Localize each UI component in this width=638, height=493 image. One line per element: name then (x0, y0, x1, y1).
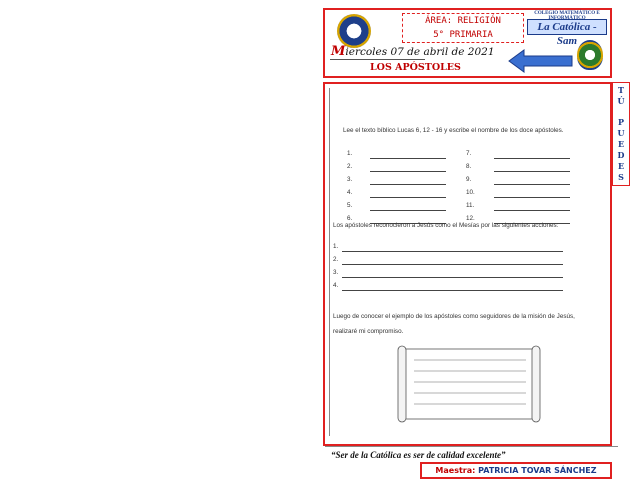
side-letter: E (617, 161, 625, 171)
side-badge (612, 82, 630, 186)
date-initial: M (331, 44, 346, 59)
school-crest-right-icon (577, 40, 603, 70)
topic-title: LOS APÓSTOLES (370, 62, 461, 73)
action-number: 4. (333, 282, 339, 289)
date-line (331, 44, 495, 59)
list-number: 1. (347, 150, 353, 157)
list-number: 3. (347, 176, 353, 183)
action-number: 2. (333, 256, 339, 263)
answer-line[interactable] (494, 171, 570, 172)
side-letter: T (618, 85, 624, 95)
date-underline (330, 59, 425, 60)
side-letter: Ú (617, 96, 625, 106)
area-box (402, 13, 524, 43)
teacher-box (420, 462, 612, 479)
answer-line[interactable] (370, 210, 446, 211)
list-number: 5. (347, 202, 353, 209)
list-number: 6. (347, 215, 353, 222)
action-number: 1. (333, 243, 339, 250)
school-name-logo: La Católica -Sam (527, 19, 607, 35)
date-text: iercoles 07 de abril de 2021 (345, 46, 495, 58)
side-letter: P (617, 117, 624, 127)
list-number: 12. (466, 215, 475, 222)
school-crest-left-icon (337, 14, 371, 48)
school-slogan: “Ser de la Católica es ser de calidad excelente” (331, 450, 506, 460)
commitment-scroll-icon[interactable] (396, 344, 542, 424)
action-answer-line[interactable] (342, 290, 563, 291)
school-label: COLEGIO MATEMÁTICO E (534, 11, 600, 16)
footer-rule (325, 446, 618, 447)
side-letter: D (617, 150, 625, 160)
action-answer-line[interactable] (342, 277, 563, 278)
answer-line[interactable] (370, 197, 446, 198)
answer-line[interactable] (370, 171, 446, 172)
instruction-apostles: Lee el texto bíblico Lucas 6, 12 - 16 y escribe el nombre de los doce apóstoles. (343, 127, 564, 134)
teacher-name: PATRICIA TOVAR SÁNCHEZ (478, 466, 597, 475)
list-number: 7. (466, 150, 472, 157)
answer-line[interactable] (370, 158, 446, 159)
answer-line[interactable] (494, 184, 570, 185)
side-letter: S (618, 172, 624, 182)
action-answer-line[interactable] (342, 251, 563, 252)
list-number: 10. (466, 189, 475, 196)
list-number: 2. (347, 163, 353, 170)
side-letter: U (617, 128, 625, 138)
action-number: 3. (333, 269, 339, 276)
answer-line[interactable] (370, 184, 446, 185)
answer-line[interactable] (494, 197, 570, 198)
answer-line[interactable] (494, 158, 570, 159)
list-number: 4. (347, 189, 353, 196)
answer-line[interactable] (494, 210, 570, 211)
margin-line (329, 88, 330, 436)
area-grade: 5° PRIMARIA (433, 30, 493, 40)
action-answer-line[interactable] (342, 264, 563, 265)
list-number: 8. (466, 163, 472, 170)
instruction-actions-text: Los apóstoles reconocieron a Jesús como el Mesías por las siguientes acciones: (333, 222, 559, 229)
list-number: 9. (466, 176, 472, 183)
back-arrow-icon (508, 49, 574, 73)
commitment-text-line2: realizaré mi compromiso. (333, 328, 404, 335)
list-number: 11. (466, 202, 475, 209)
teacher-label: Maestra: (435, 466, 476, 475)
side-letter: E (617, 139, 625, 149)
commitment-text-line1: Luego de conocer el ejemplo de los apóstoles como seguidores de la misión de Jesús, (333, 313, 575, 320)
area-subject: ÁREA: RELIGIÓN (425, 16, 501, 26)
